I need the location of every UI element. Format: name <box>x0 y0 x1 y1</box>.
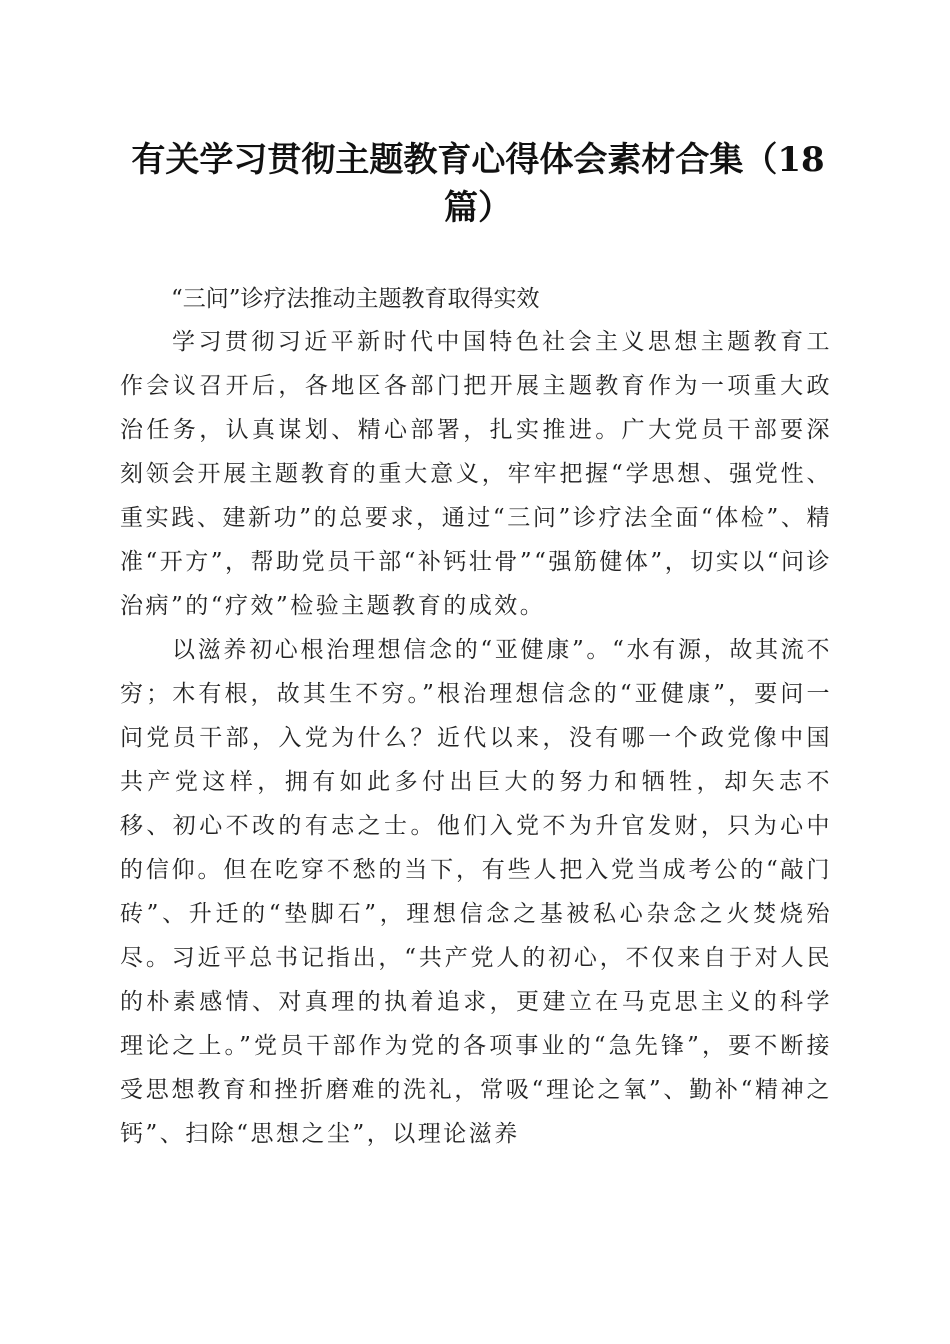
article-subtitle: “三问”诊疗法推动主题教育取得实效 <box>171 286 540 312</box>
document-title: 有关学习贯彻主题教育心得体会素材合集（18篇） <box>131 140 825 228</box>
body-paragraph-2: 以滋养初心根治理想信念的“亚健康”。“水有源，故其流不穷；木有根，故其生不穷。”根治理想信念的“亚健康”，要问一问党员干部，入党为什么？近代以来，没有哪一个政党像中国共产党这样，拥有如此多付出巨大的努力和牺牲，却矢志不移、初心不改的有志之士。他们入党不为升官发财，只为心中的信仰。但在吃穿不愁的当下，有些人把入党当成考公的“敲门砖”、升迁的“垫脚石”，理想信念之基被私心杂念之火焚烧殆尽。习近平总书记指出，“共产党人的初心，不仅来自于对人民的朴素感情、对真理的执着追求，更建立在马克思主义的科学理论之上。”党员干部作为党的各项事业的“急先锋”，要不断接受思想教育和挫折磨难的洗礼，常吸“理论之氧”、勤补“精神之钙”、扫除“思想之尘”，以理论滋养 <box>120 637 832 1147</box>
body-paragraph-1: 学习贯彻习近平新时代中国特色社会主义思想主题教育工作会议召开后，各地区各部门把开展主题教育作为一项重大政治任务，认真谋划、精心部署，扎实推进。广大党员干部要深刻领会开展主题教育的重大意义，牢牢把握“学思想、强党性、重实践、建新功”的总要求，通过“三问”诊疗法全面“体检”、精准“开方”，帮助党员干部“补钙壮骨”“强筋健体”，切实以“问诊治病”的“疗效”检验主题教育的成效。 <box>120 329 832 619</box>
article-body <box>120 320 832 1156</box>
